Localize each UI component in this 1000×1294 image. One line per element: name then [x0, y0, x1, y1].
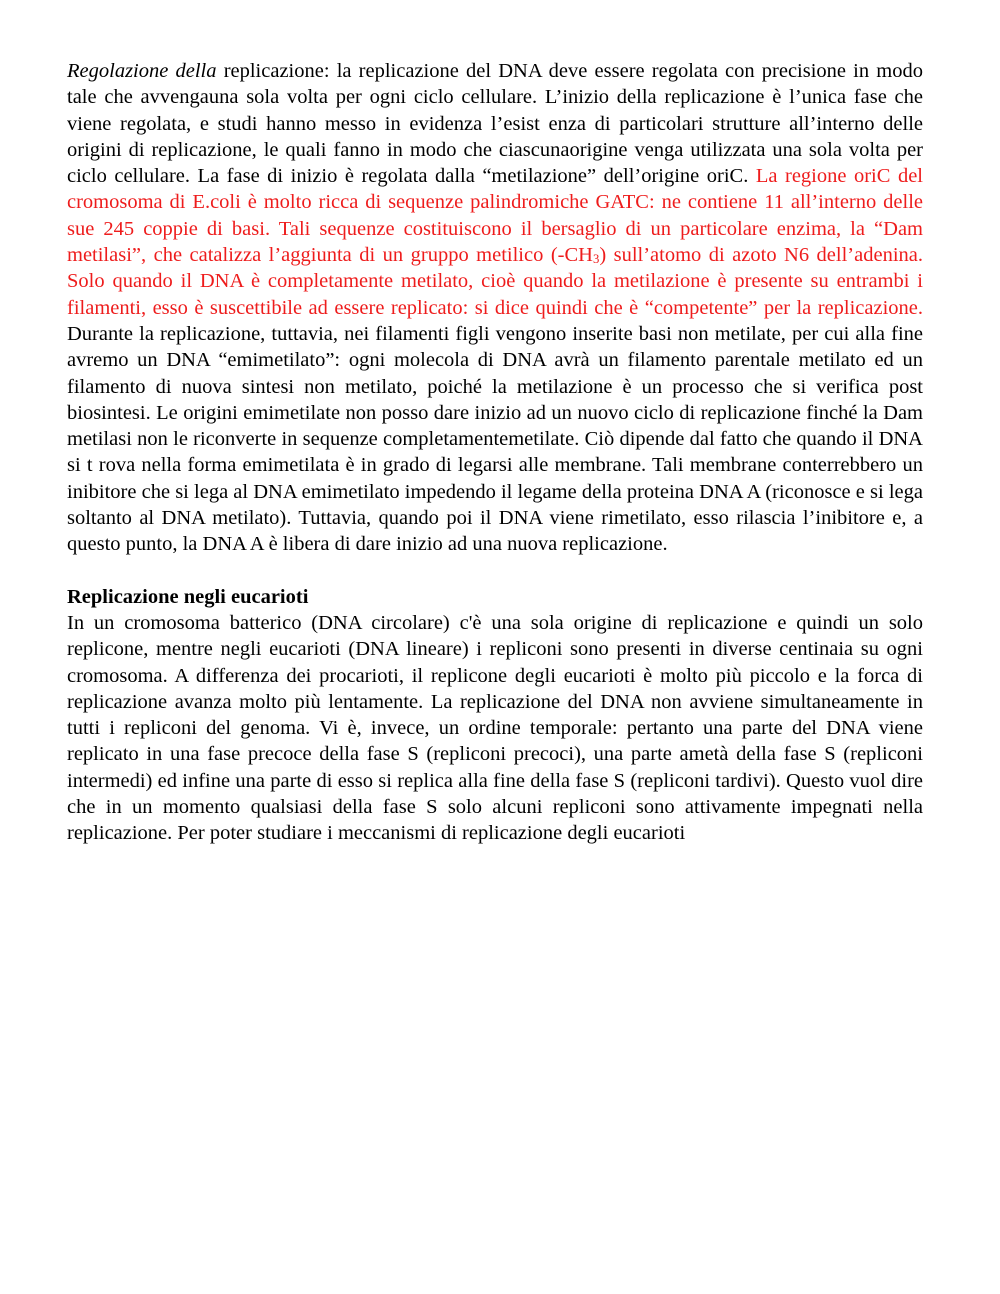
- highlighted-text-part-2: ) sull’atomo di azoto N6 dell’adenina. Solo quando il DNA è completamente metilato, cioè quando la metilazione è presente su entrambi i filamenti, esso è suscettibile ad essere replicato: si dice quindi che è “competente” per la replicazione.: [67, 244, 923, 319]
- lead-italic-text: Regolazione della: [67, 60, 217, 82]
- highlighted-text-part-1: La regione oriC del cromosoma di E.coli è molto ricca di sequenze palindromiche GATC: ne contiene 11 all’interno delle sue 245 coppie di basi. Tali sequenze costituiscono il bersaglio di un particolare enzima, la “Dam metilasi”, che catalizza l’aggiunta di un gruppo metilico (-CH: [67, 165, 923, 267]
- paragraph-text-end: Durante la replicazione, tuttavia, nei filamenti figli vengono inserite basi non metilate, per cui alla fine avremo un DNA “emimetilato”: ogni molecola di DNA avrà un filamento parentale metilato ed un filamento di nuova sintesi non metilato, poiché la metilazione è un processo che si verifica post biosintesi. Le origini emimetilate non posso dare inizio ad un nuovo ciclo di replicazione finché la Dam metilasi non le riconverte in sequenze completamentemetilate. Ciò dipende dal fatto che quando il DNA si t rova nella forma emimetilata è in grado di legarsi alle membrane. Tali membrane conterrebbero un inibitore che si lega al DNA emimetilato impedendo il legame della proteina DNA A (riconosce e si lega soltanto al DNA metilato). Tuttavia, quando poi il DNA viene rimetilato, esso rilascia l’inibitore e, a questo punto, la DNA A è libera di dare inizio ad una nuova replicazione.: [67, 322, 923, 556]
- section-heading: Replicazione negli eucarioti: [67, 585, 309, 608]
- paragraph-regolazione: [67, 58, 923, 558]
- document-page: [67, 58, 923, 847]
- subscript-3: 3: [592, 251, 600, 266]
- paragraph-eucarioti: In un cromosoma batterico (DNA circolare) c'è una sola origine di replicazione e quindi un solo replicone, mentre negli eucarioti (DNA lineare) i repliconi sono presenti in diverse centinaia su ogni cromosoma. A differenza dei procarioti, il replicone degli eucarioti è molto più piccolo e la forca di replicazione avanza molto più lentamente. La replicazione del DNA non avviene simultaneamente in tutti i repliconi del genoma. Vi è, invece, un ordine temporale: pertanto una parte del DNA viene replicato in una fase precoce della fase S (repliconi precoci), una parte ametà della fase S (repliconi intermedi) ed infine una parte di esso si replica alla fine della fase S (repliconi tardivi). Questo vuol dire che in un momento qualsiasi della fase S solo alcuni repliconi sono attivamente impegnati nella replicazione. Per poter studiare i meccanismi di replicazione degli eucarioti: [67, 611, 923, 845]
- paragraph-text-start: replicazione: la replicazione del DNA deve essere regolata con precisione in modo tale che avvengauna sola volta per ogni ciclo cellulare. L’inizio della replicazione è l’unica fase che viene regolata, e studi hanno messo in evidenza l’esist enza di particolari strutture all’interno delle origini di replicazione, le quali fanno in modo che ciascunaorigine venga utilizzata una sola volta per ciclo cellulare. La fase di inizio è regolata dalla “metilazione” dell’origine oriC.: [67, 60, 923, 188]
- highlighted-text: [67, 165, 923, 318]
